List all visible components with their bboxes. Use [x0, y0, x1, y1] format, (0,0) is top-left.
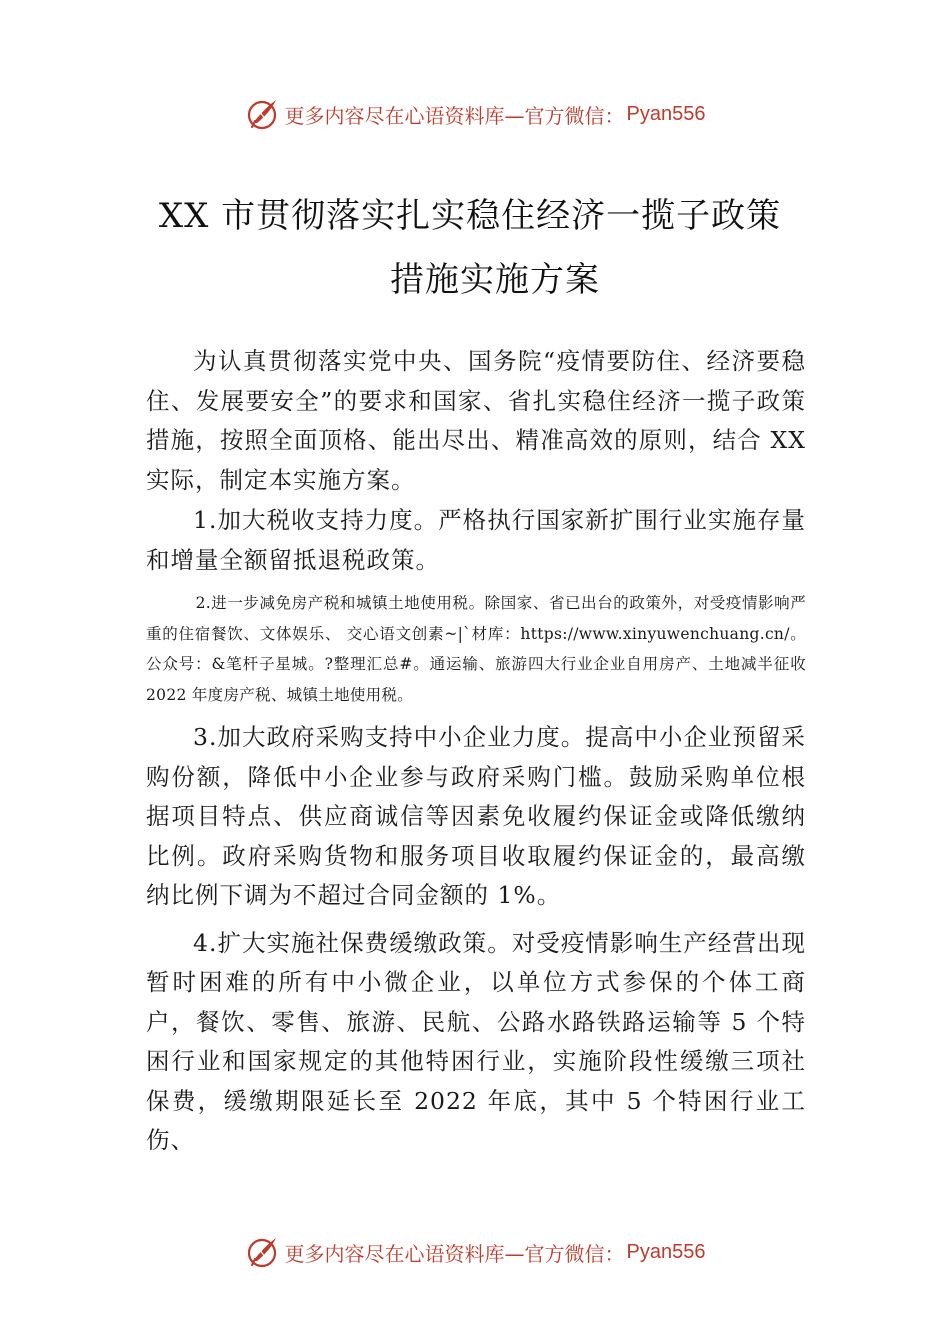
document-title-line2: 措施实施方案 [390, 260, 600, 300]
item-paragraph-1: 1.加大税收支持力度。严格执行国家新扩围行业实施存量和增量全额留抵退税政策。 [146, 506, 806, 574]
header-banner [0, 94, 950, 134]
quill-pen-logo-icon [245, 1234, 281, 1270]
footer-banner [0, 1232, 950, 1272]
intro-paragraph: 为认真贯彻落实党中央、国务院“疫情要防住、经济要稳住、发展要安全”的要求和国家、省扎实稳住经济一揽子政策措施，按照全面顶格、能出尽出、精准高效的原则，结合 XX 实际，制定本实施方案。 [146, 347, 806, 494]
header-banner-separator: —官方微信： [504, 103, 625, 128]
footer-banner-separator: —官方微信： [504, 1241, 625, 1266]
document-body [146, 342, 806, 1161]
item-paragraph-4: 4.扩大实施社保费缓缴政策。对受疫情影响生产经营出现暂时困难的所有中小微企业，以单位方式参保的个体工商户，餐饮、零售、旅游、民航、公路水路铁路运输等 5 个特困行业和国家规定的其他特困行业，实施阶段性缓缴三项社保费，缓缴期限延长至 2022 年底，其中 5 个特困行业工伤、 [146, 928, 806, 1154]
footer-banner-code: Pyan556 [626, 1240, 706, 1263]
quill-pen-logo-icon [245, 96, 281, 132]
item-paragraph-3: 3.加大政府采购支持中小企业力度。提高中小企业预留采购份额，降低中小企业参与政府采购门槛。鼓励采购单位根据项目特点、供应商诚信等因素免收履约保证金或降低缴纳比例。政府采购货物和服务项目收取履约保证金的，最高缴纳比例下调为不超过合同金额的 1%。 [146, 723, 806, 909]
footer-banner-text: 更多内容尽在心语资料库 [284, 1241, 505, 1266]
document-title-line1: XX 市贯彻落实扎实稳住经济一揽子政策 [158, 196, 782, 236]
header-banner-text: 更多内容尽在心语资料库 [284, 103, 505, 128]
header-banner-code: Pyan556 [626, 102, 706, 125]
item-paragraph-2: 2.进一步减免房产税和城镇土地使用税。除国家、省已出台的政策外，对受疫情影响严重的住宿餐饮、文体娱乐、 交心语文创素~|`材库：https://www.xinyuwenchuang.cn/。公众号：&笔杆子星城。?整理汇总#。通运输、旅游四大行业企业自用房产、土地减半征收 2022 年度房产税、城镇土地使用税。 [146, 594, 806, 704]
